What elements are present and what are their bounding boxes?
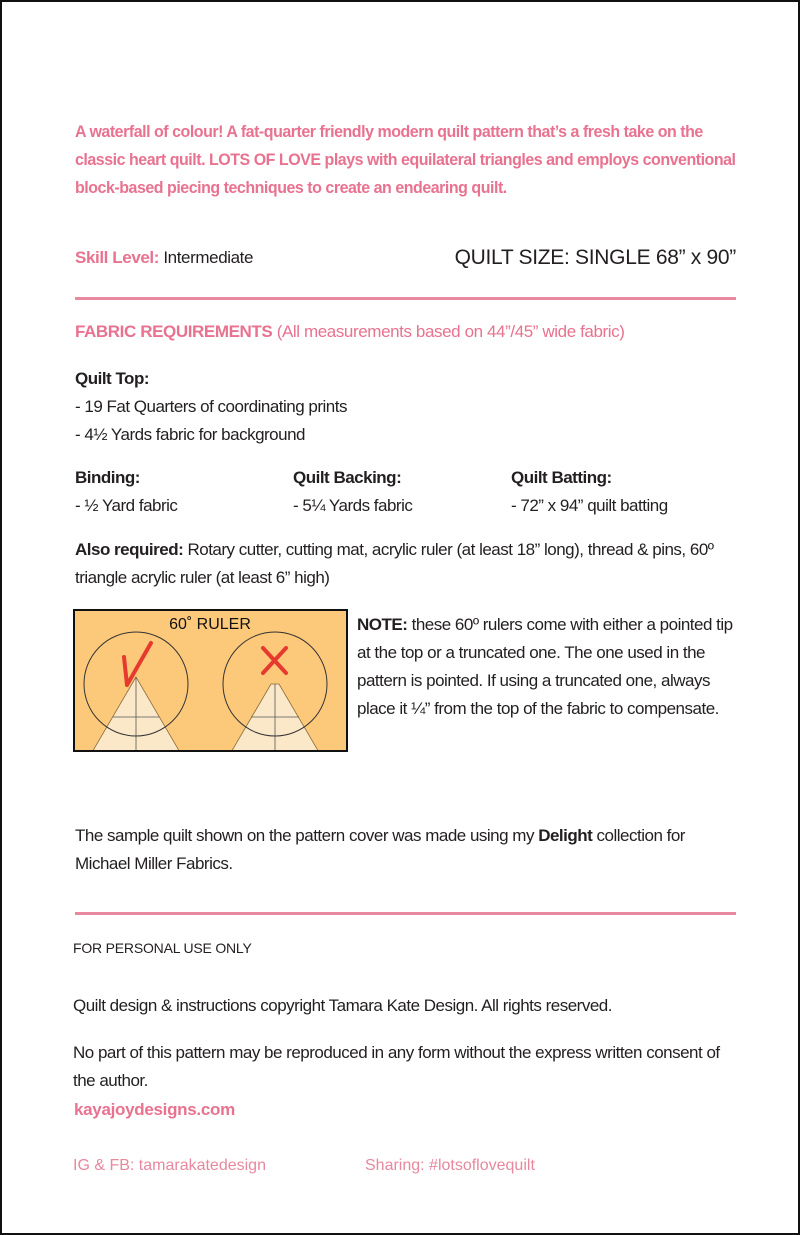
sharing-hashtag: Sharing: #lotsoflovequilt — [365, 1157, 535, 1174]
intro-text: A waterfall of colour! A fat-quarter friendly modern quilt pattern that’s a fresh take on the classic heart quilt. — [75, 122, 703, 169]
skill-level-value: Intermediate — [163, 248, 254, 267]
quilt-top-section — [75, 365, 347, 449]
skill-level-label: Skill Level: — [75, 248, 160, 267]
backing-label: Quilt Backing: — [293, 468, 402, 487]
backing-item: - 5¼ Yards fabric — [293, 496, 413, 515]
pattern-name: LOTS OF LOVE — [209, 150, 321, 169]
personal-use-notice: FOR PERSONAL USE ONLY — [73, 940, 252, 956]
divider — [75, 912, 736, 915]
skill-level — [75, 248, 253, 268]
also-required-label: Also required: — [75, 540, 184, 559]
binding-section — [75, 464, 177, 520]
batting-item: - 72” x 94” quilt batting — [511, 496, 668, 515]
fabric-requirements-heading — [75, 322, 625, 342]
batting-label: Quilt Batting: — [511, 468, 612, 487]
website-link[interactable]: kayajoydesigns.com — [74, 1100, 235, 1119]
copyright-notice: Quilt design & instructions copyright Tamara Kate Design. All rights reserved. — [73, 996, 612, 1015]
backing-section — [293, 464, 412, 520]
fabric-heading-label: FABRIC REQUIREMENTS — [75, 322, 273, 341]
batting-section — [511, 464, 668, 520]
also-required-text: Rotary cutter, cutting mat, acrylic ruler (at least 18” long), thread & pins, 60º triangle acrylic ruler (at least 6” high) — [75, 540, 714, 587]
binding-label: Binding: — [75, 468, 140, 487]
intro-paragraph — [75, 118, 741, 202]
fabric-heading-note: (All measurements based on 44”/45” wide fabric) — [276, 322, 625, 341]
note-label: NOTE: — [357, 615, 408, 634]
intro-text-continued: plays with equilateral triangles and employs conventional block-based piecing techniques to create an endearing quilt. — [75, 150, 736, 197]
sample-quilt-note — [75, 822, 740, 878]
quilt-size: QUILT SIZE: SINGLE 68” x 90” — [454, 246, 736, 269]
collection-name: Delight — [538, 826, 593, 845]
also-required — [75, 536, 740, 592]
note-text: these 60º rulers come with either a pointed tip at the top or a truncated one. The one used in the pattern is pointed. If using a truncated one, always place it ¼” from the top of the fabric to compensate. — [357, 615, 733, 718]
quilt-top-item: - 19 Fat Quarters of coordinating prints — [75, 397, 347, 416]
reproduction-notice: No part of this pattern may be reproduced in any form without the express written consent of the author. — [73, 1043, 720, 1090]
binding-item: - ½ Yard fabric — [75, 496, 178, 515]
note-paragraph — [357, 611, 742, 723]
quilt-top-label: Quilt Top: — [75, 369, 149, 388]
ruler-diagram — [73, 609, 348, 752]
divider — [75, 297, 736, 300]
social-handle: IG & FB: tamarakatedesign — [73, 1157, 266, 1174]
sample-text-continued: collection for Michael Miller Fabrics. — [75, 826, 685, 873]
ruler-title: 60˚ RULER — [169, 616, 251, 633]
sample-text: The sample quilt shown on the pattern cover was made using my — [75, 826, 539, 845]
quilt-top-item: - 4½ Yards fabric for background — [75, 425, 306, 444]
